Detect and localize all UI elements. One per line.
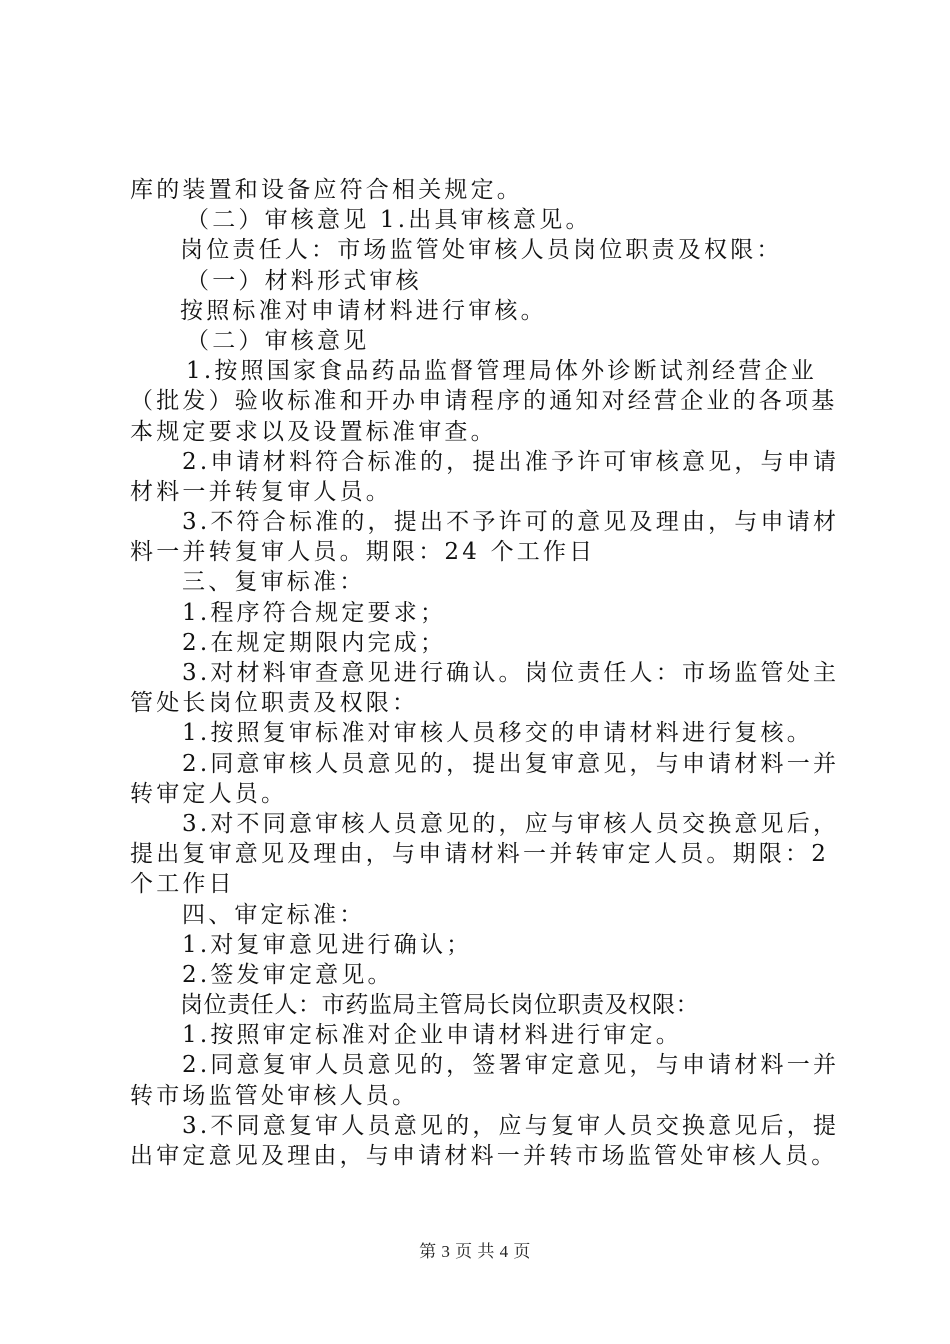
text-line: 1.程序符合规定要求；: [182, 599, 447, 626]
text-line: 材料一并转复审人员。: [130, 478, 392, 505]
text-line: 2.在规定期限内完成；: [182, 629, 447, 656]
text-line: 1.按照审定标准对企业申请材料进行审定。: [182, 1022, 682, 1049]
document-body: [130, 175, 840, 1171]
page-footer: 第 3 页 共 4 页: [419, 1242, 531, 1261]
text-line: 提出复审意见及理由，与申请材料一并转审定人员。期限：2: [130, 841, 830, 868]
text-line: 按照标准对申请材料进行审核。: [180, 297, 547, 324]
text-line: 岗位责任人：市场监管处审核人员岗位职责及权限：: [180, 237, 783, 264]
text-line: 库的装置和设备应符合相关规定。: [130, 177, 523, 203]
text-line: 1.对复审意见进行确认；: [182, 931, 473, 958]
text-line: 3.对材料审查意见进行确认。岗位责任人：市场监管处主: [182, 660, 840, 686]
text-line: （二）审核意见: [186, 327, 370, 354]
text-line: 转审定人员。: [130, 780, 288, 807]
text-line: 个工作日: [130, 871, 235, 898]
text-line: （一）材料形式审核: [186, 267, 422, 294]
text-line: 2.同意审核人员意见的，提出复审意见，与申请材料一并: [182, 750, 840, 777]
text-line: 转市场监管处审核人员。: [130, 1082, 419, 1109]
text-line: 1.按照国家食品药品监督管理局体外诊断试剂经营企业: [186, 358, 817, 385]
text-line: 3.不符合标准的，提出不予许可的意见及理由，与申请材: [182, 509, 840, 536]
text-line: 岗位责任人：市药监局主管局长岗位职责及权限：: [180, 992, 700, 1019]
text-line: 出审定意见及理由，与申请材料一并转市场监管处审核人员。: [130, 1143, 838, 1169]
text-line: （批发）验收标准和开办申请程序的通知对经营企业的各项基: [130, 388, 838, 415]
text-line: 2.同意复审人员意见的，签署审定意见，与申请材料一并: [182, 1052, 840, 1079]
text-line: 3.不同意复审人员意见的，应与复审人员交换意见后，提: [182, 1112, 840, 1139]
text-line: 四、审定标准：: [182, 901, 366, 928]
text-line: 料一并转复审人员。期限：24 个工作日: [130, 539, 596, 566]
text-line: 三、复审标准：: [182, 569, 366, 596]
text-line: 1.按照复审标准对审核人员移交的申请材料进行复核。: [182, 720, 813, 747]
text-line: 2.申请材料符合标准的，提出准予许可审核意见，与申请: [182, 448, 840, 475]
text-line: 本规定要求以及设置标准审查。: [130, 418, 497, 445]
text-line: 2.签发审定意见。: [182, 961, 394, 988]
text-line: 管处长岗位职责及权限：: [130, 690, 419, 717]
text-line: 3.对不同意审核人员意见的，应与审核人员交换意见后，: [182, 810, 840, 837]
text-line: （二）审核意见 1.出具审核意见。: [186, 207, 592, 234]
